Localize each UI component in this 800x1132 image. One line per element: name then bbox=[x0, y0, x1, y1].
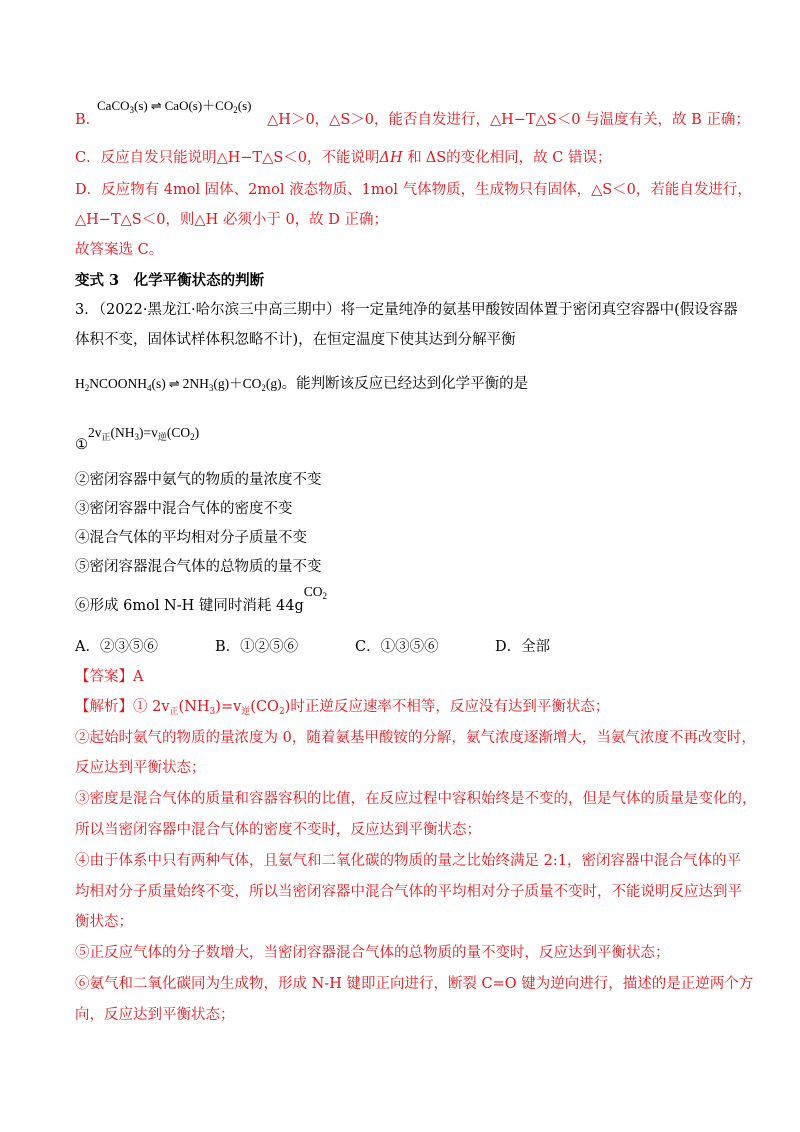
option-d-analysis-2: △H−T△S＜0，则△H 必须小于 0，故 D 正确； bbox=[75, 212, 389, 228]
item-6-co2 bbox=[304, 584, 327, 599]
eq-sub: 4 bbox=[147, 383, 152, 393]
item-6-text: ⑥形成 6mol N-H 键同时消耗 44g bbox=[75, 598, 304, 614]
eq-sub: 2 bbox=[84, 383, 90, 393]
option-c-suffix: 的变化相同，故 C 错误； bbox=[446, 150, 612, 166]
analysis-expr: ① 2v bbox=[133, 699, 170, 715]
analysis-expr: )=v bbox=[215, 699, 242, 715]
equation-formula bbox=[75, 376, 282, 391]
expr-sub: 2 bbox=[190, 432, 195, 442]
analysis-label: 【解析】 bbox=[75, 699, 133, 715]
expr-sub: 逆 bbox=[157, 432, 167, 442]
expr-sub: 3 bbox=[134, 432, 140, 442]
eq-nh3: 2NH bbox=[182, 376, 209, 391]
option-b[interactable]: B．①②⑤⑥ bbox=[215, 639, 299, 655]
analysis-line-8: 衡状态； bbox=[75, 914, 133, 930]
question-line-1: 3．（2022·黑龙江·哈尔滨三中高三期中）将一定量纯净的氨基甲酸铵固体置于密闭真空容器中(假设容器 bbox=[75, 302, 738, 318]
item-6 bbox=[75, 584, 328, 620]
analysis-sub: 正 bbox=[169, 707, 179, 717]
expr-close: ) bbox=[194, 425, 200, 440]
reversible-arrow-icon: ⇌ bbox=[150, 98, 162, 113]
option-b-text: △H＞0，△S＞0，能否自发进行，△H−T△S＜0 与温度有关，故 B 正确； bbox=[267, 112, 750, 128]
delta-s-symbol: ΔS bbox=[425, 150, 447, 166]
question-line-2: 体积不变，固体试样体积忽略不计)，在恒定温度下使其达到分解平衡 bbox=[75, 332, 516, 348]
analysis-line-3: 反应达到平衡状态； bbox=[75, 760, 206, 776]
and-text: 和 bbox=[402, 150, 422, 166]
decomposition-equation bbox=[75, 374, 528, 398]
eq-sub: 2 bbox=[261, 383, 266, 393]
eq-phase: (g) bbox=[265, 376, 282, 391]
eq-sub: 2 bbox=[233, 105, 238, 115]
eq-sub: 3 bbox=[129, 105, 134, 115]
analysis-text: )时正逆反应速率不相等，反应没有达到平衡状态； bbox=[284, 699, 610, 715]
answer: 【答案】A bbox=[75, 669, 144, 685]
analysis-line-9: ⑤正反应气体的分子数增大，当密闭容器混合气体的总物质的量不变时，反应达到平衡状态； bbox=[75, 945, 670, 961]
option-c[interactable]: C．①③⑤⑥ bbox=[355, 639, 439, 655]
item-1-number: ① bbox=[75, 437, 88, 453]
item-4: ④混合气体的平均相对分子质量不变 bbox=[75, 530, 307, 546]
options-row bbox=[75, 637, 635, 657]
analysis-line-6: ④由于体系中只有两种气体，且氨气和二氧化碳的物质的量之比始终满足 2:1，密闭容器中混合气体的平 bbox=[75, 853, 741, 869]
item-5: ⑤密闭容器混合气体的总物质的量不变 bbox=[75, 559, 322, 575]
expr-2v: 2v bbox=[88, 425, 102, 440]
section-heading: 变式 3 化学平衡状态的判断 bbox=[75, 272, 265, 289]
conclusion: 故答案选 C。 bbox=[75, 242, 164, 258]
analysis-line-10: ⑥氨气和二氧化碳同为生成物，形成 N-H 键即正向进行，断裂 C=O 键为逆向进行，描述的是正逆两个方 bbox=[75, 976, 754, 992]
analysis-line-11: 向，反应达到平衡状态； bbox=[75, 1007, 235, 1023]
analysis-sub: 2 bbox=[278, 707, 285, 717]
item-1 bbox=[75, 425, 200, 453]
analysis-line-7: 均相对分子质量始终不变，所以当密闭容器中混合气体的平均相对分子质量不变时，不能说明反应达到平 bbox=[75, 884, 742, 900]
eq-caco3: CaCO bbox=[97, 98, 130, 113]
expr-co: (CO bbox=[166, 425, 191, 440]
analysis-expr: (CO bbox=[250, 699, 279, 715]
analysis-line-4: ③密度是混合气体的质量和容器容积的比值，在反应过程中容积始终是不变的，但是气体的质量是变化的， bbox=[75, 791, 757, 807]
analysis-line-2: ②起始时氨气的物质的量浓度为 0，随着氨基甲酸铵的分解，氨气浓度逐渐增大，当氨气浓度不再改变时， bbox=[75, 730, 756, 746]
eq-phase: (s) bbox=[237, 98, 252, 113]
analysis-expr: (NH bbox=[178, 699, 210, 715]
analysis-sub: 3 bbox=[209, 707, 216, 717]
eq-phase: (g)＋CO bbox=[213, 376, 262, 391]
item-3: ③密闭容器中混合气体的密度不变 bbox=[75, 501, 293, 517]
option-a[interactable]: A．②③⑤⑥ bbox=[75, 639, 158, 655]
expr-sub: 正 bbox=[101, 432, 111, 442]
expr-eq: )=v bbox=[139, 425, 158, 440]
eq-ncoonh: NCOONH bbox=[89, 376, 148, 391]
eq-rhs: CaO(s)＋CO bbox=[164, 98, 234, 113]
option-b-label: B． bbox=[75, 112, 101, 128]
eq-phase: (s) bbox=[151, 376, 166, 391]
eq-h: H bbox=[75, 376, 85, 391]
option-c-prefix: C．反应自发只能说明△H−T△S＜0，不能说明 bbox=[75, 150, 380, 166]
option-b-analysis bbox=[75, 110, 750, 130]
analysis-line-5: 所以当密闭容器中混合气体的密度不变时，反应达到平衡状态； bbox=[75, 822, 481, 838]
option-c-analysis bbox=[75, 148, 611, 168]
expr-nh: (NH bbox=[110, 425, 135, 440]
item-1-expression bbox=[88, 425, 199, 440]
eq-sub: 3 bbox=[208, 383, 214, 393]
co-sub: 2 bbox=[322, 591, 328, 601]
option-d[interactable]: D．全部 bbox=[495, 639, 551, 655]
co-text: CO bbox=[303, 584, 323, 599]
reversible-arrow-icon: ⇌ bbox=[168, 376, 180, 391]
option-d-analysis-1: D．反应物有 4mol 固体、2mol 液态物质、1mol 气体物质，生成物只有固体，△S＜0，若能自发进行， bbox=[75, 182, 752, 198]
analysis-sub: 逆 bbox=[241, 707, 251, 717]
item-2: ②密闭容器中氨气的物质的量浓度不变 bbox=[75, 472, 322, 488]
analysis-line-1 bbox=[75, 697, 609, 722]
eq-phase: (s) bbox=[134, 98, 148, 113]
delta-h-symbol: ΔH bbox=[379, 150, 403, 166]
question-stem-tail: 。能判断该反应已经达到化学平衡的是 bbox=[281, 376, 529, 392]
